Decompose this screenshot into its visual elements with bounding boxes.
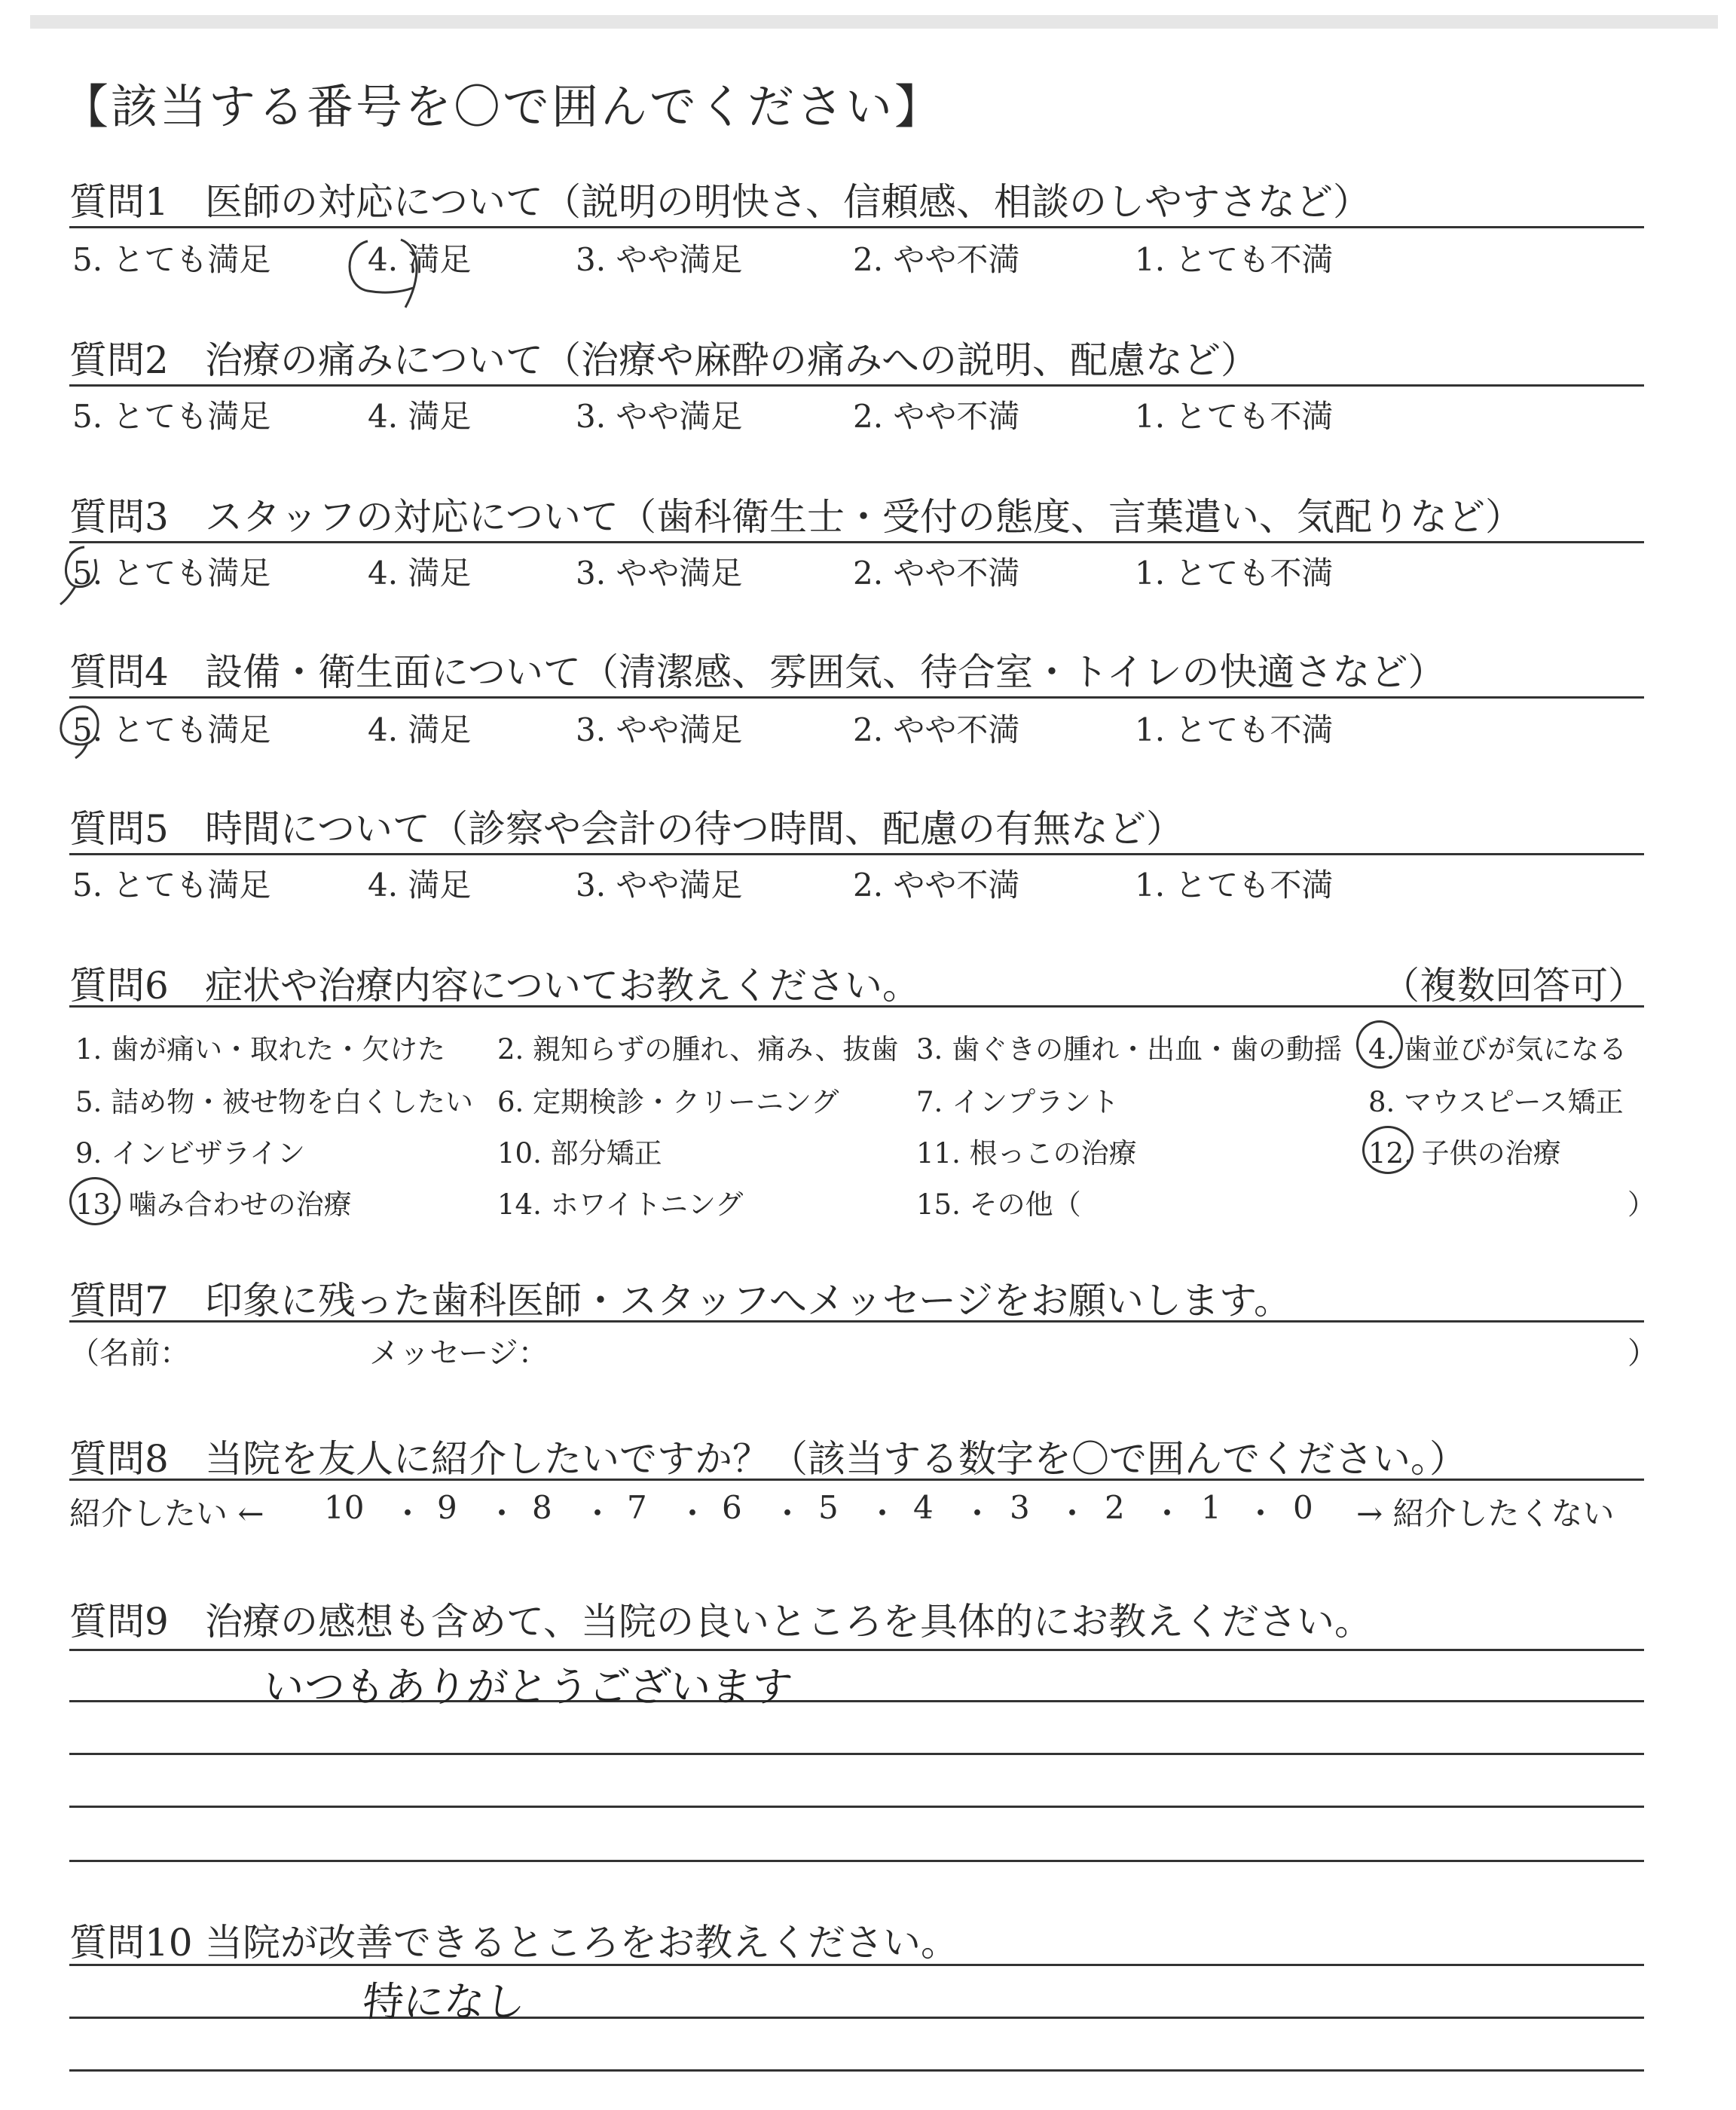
q4-selection-circle (48, 698, 116, 766)
q8-right-label: → 紹介したくない (1356, 1495, 1615, 1532)
divider (69, 696, 1644, 699)
q6-item-14[interactable]: 14. ホワイトニング (497, 1188, 744, 1221)
q7-close: ） (1628, 1336, 1658, 1371)
q3-option-2[interactable]: 2. やや不満 (853, 555, 1020, 592)
question-number: 質問7 (69, 1279, 169, 1323)
question-number: 質問1 (69, 180, 169, 224)
question-text: 印象に残った歯科医師・スタッフへメッセージをお願いします。 (205, 1279, 1291, 1323)
divider (69, 541, 1644, 543)
question-3 (69, 487, 1523, 541)
q1-selection-circle (338, 225, 451, 315)
q3-selection-circle (53, 540, 113, 615)
form-title: 【該当する番号を〇で囲んでください】 (62, 79, 944, 134)
q8-scale-6[interactable]: 6 (722, 1489, 742, 1526)
answer-line (69, 2017, 1644, 2019)
q10-handwritten-answer: 特になし (360, 1978, 528, 2026)
q4-option-2[interactable]: 2. やや不満 (853, 711, 1020, 748)
divider (69, 853, 1644, 855)
question-9 (69, 1592, 1372, 1646)
q5-option-2[interactable]: 2. やや不満 (853, 867, 1020, 904)
scale-dot: ・ (582, 1495, 614, 1532)
q6-item-15[interactable]: 15. その他（ (916, 1188, 1081, 1221)
answer-line (69, 2069, 1644, 2072)
q4-option-3[interactable]: 3. やや満足 (576, 711, 743, 748)
question-text: 当院を友人に紹介したいですか？（該当する数字を〇で囲んでください。） (205, 1437, 1467, 1481)
q8-scale-1[interactable]: 1 (1201, 1489, 1221, 1526)
q6-item-8[interactable]: 8. マウスピース矯正 (1368, 1086, 1624, 1118)
q8-scale-7[interactable]: 7 (627, 1489, 647, 1526)
divider (69, 1320, 1644, 1323)
scale-dot: ・ (961, 1495, 994, 1532)
q1-option-4[interactable]: 4. 満足 (368, 241, 472, 278)
scale-dot: ・ (486, 1495, 518, 1532)
question-number: 質問9 (69, 1600, 169, 1644)
q2-option-1[interactable]: 1. とても不満 (1135, 398, 1334, 435)
answer-line (69, 1806, 1644, 1808)
q6-item-6[interactable]: 6. 定期検診・クリーニング (497, 1086, 839, 1118)
q4-option-4[interactable]: 4. 満足 (368, 711, 472, 748)
q6-item-3[interactable]: 3. 歯ぐきの腫れ・出血・歯の動揺 (916, 1033, 1343, 1066)
q3-option-4[interactable]: 4. 満足 (368, 555, 472, 592)
q6-item-12-circle (1362, 1126, 1414, 1174)
q3-option-1[interactable]: 1. とても不満 (1135, 555, 1334, 592)
scale-dot: ・ (1056, 1495, 1089, 1532)
q5-option-3[interactable]: 3. やや満足 (576, 867, 743, 904)
question-text: 時間について（診察や会計の待つ時間、配慮の有無など） (205, 807, 1184, 851)
question-number: 質問4 (69, 650, 169, 694)
scan-edge (30, 15, 1718, 29)
question-text: スタッフの対応について（歯科衛生士・受付の態度、言葉遣い、気配りなど） (205, 495, 1523, 539)
q1-option-3[interactable]: 3. やや満足 (576, 241, 743, 278)
question-text: 設備・衛生面について（清潔感、雰囲気、待合室・トイレの快適さなど） (205, 650, 1446, 694)
q5-option-4[interactable]: 4. 満足 (368, 867, 472, 904)
scale-dot: ・ (677, 1495, 709, 1532)
question-6 (69, 956, 920, 1010)
q6-item-9[interactable]: 9. インビザライン (75, 1137, 305, 1170)
question-text: 治療の痛みについて（治療や麻酔の痛みへの説明、配慮など） (205, 338, 1258, 382)
q8-scale-8[interactable]: 8 (532, 1489, 552, 1526)
q8-scale-0[interactable]: 0 (1293, 1489, 1313, 1526)
q6-item-1[interactable]: 1. 歯が痛い・取れた・欠けた (75, 1033, 446, 1066)
q8-scale-5[interactable]: 5 (818, 1489, 839, 1526)
answer-line (69, 1964, 1644, 1966)
q6-item-10[interactable]: 10. 部分矯正 (497, 1137, 662, 1170)
q7-name-label: （名前： (69, 1336, 190, 1371)
q4-option-5[interactable]: 5. とても満足 (72, 711, 271, 748)
multiple-answers-note: （複数回答可） (1382, 964, 1646, 1008)
q2-option-3[interactable]: 3. やや満足 (576, 398, 743, 435)
question-number: 質問10 (69, 1921, 193, 1965)
question-text: 症状や治療内容についてお教えください。 (205, 964, 920, 1008)
q5-option-5[interactable]: 5. とても満足 (72, 867, 271, 904)
q8-scale-2[interactable]: 2 (1105, 1489, 1125, 1526)
question-text: 当院が改善できるところをお教えください。 (205, 1921, 958, 1965)
scale-dot: ・ (1151, 1495, 1184, 1532)
q6-other-close: ） (1628, 1188, 1655, 1221)
question-text: 医師の対応について（説明の明快さ、信頼感、相談のしやすさなど） (205, 180, 1371, 224)
question-10 (69, 1913, 958, 1967)
q8-scale-3[interactable]: 3 (1010, 1489, 1030, 1526)
q6-item-5[interactable]: 5. 詰め物・被せ物を白くしたい (75, 1086, 474, 1118)
q7-message-label: メッセージ： (369, 1336, 549, 1371)
q8-scale-9[interactable]: 9 (437, 1489, 457, 1526)
q6-item-13[interactable]: 13. 噛み合わせの治療 (75, 1188, 352, 1221)
q8-scale-10[interactable]: 10 (324, 1489, 365, 1526)
question-5 (69, 799, 1184, 853)
q6-item-4-circle (1356, 1020, 1403, 1069)
q2-option-5[interactable]: 5. とても満足 (72, 398, 271, 435)
answer-line (69, 1649, 1644, 1651)
q5-option-1[interactable]: 1. とても不満 (1135, 867, 1334, 904)
q8-left-label: 紹介したい ← (69, 1495, 264, 1532)
scale-dot: ・ (392, 1495, 424, 1532)
q6-item-11[interactable]: 11. 根っこの治療 (916, 1137, 1137, 1170)
question-number: 質問2 (69, 338, 169, 382)
q6-item-2[interactable]: 2. 親知らずの腫れ、痛み、抜歯 (497, 1033, 899, 1066)
q8-scale-4[interactable]: 4 (913, 1489, 934, 1526)
question-number: 質問5 (69, 807, 169, 851)
q6-item-13-circle (69, 1177, 121, 1225)
question-7 (69, 1271, 1291, 1325)
q6-item-12[interactable]: 12. 子供の治療 (1368, 1137, 1561, 1170)
divider (69, 1005, 1644, 1008)
q6-item-4[interactable]: 4. 歯並びが気になる (1368, 1033, 1628, 1066)
question-number: 質問3 (69, 495, 169, 539)
q1-option-5[interactable]: 5. とても満足 (72, 241, 271, 278)
q1-option-2[interactable]: 2. やや不満 (853, 241, 1020, 278)
question-number: 質問6 (69, 964, 169, 1008)
q3-option-3[interactable]: 3. やや満足 (576, 555, 743, 592)
question-2 (69, 330, 1258, 384)
question-1 (69, 172, 1371, 226)
q2-option-4[interactable]: 4. 満足 (368, 398, 472, 435)
q6-item-7[interactable]: 7. インプラント (916, 1086, 1120, 1118)
q3-option-5[interactable]: 5. とても満足 (72, 555, 271, 592)
divider (69, 226, 1644, 228)
scale-dot: ・ (1245, 1495, 1277, 1532)
scale-dot: ・ (866, 1495, 899, 1532)
question-8 (69, 1429, 1467, 1483)
question-4 (69, 642, 1446, 696)
answer-line (69, 1753, 1644, 1755)
q2-option-2[interactable]: 2. やや不満 (853, 398, 1020, 435)
q9-handwritten-answer: いつもありがとうございます (261, 1663, 795, 1711)
divider (69, 384, 1644, 387)
divider (69, 1479, 1644, 1481)
q4-option-1[interactable]: 1. とても不満 (1135, 711, 1334, 748)
question-number: 質問8 (69, 1437, 169, 1481)
scale-dot: ・ (772, 1495, 804, 1532)
question-text: 治療の感想も含めて、当院の良いところを具体的にお教えください。 (205, 1600, 1372, 1644)
answer-line (69, 1860, 1644, 1862)
q1-option-1[interactable]: 1. とても不満 (1135, 241, 1334, 278)
